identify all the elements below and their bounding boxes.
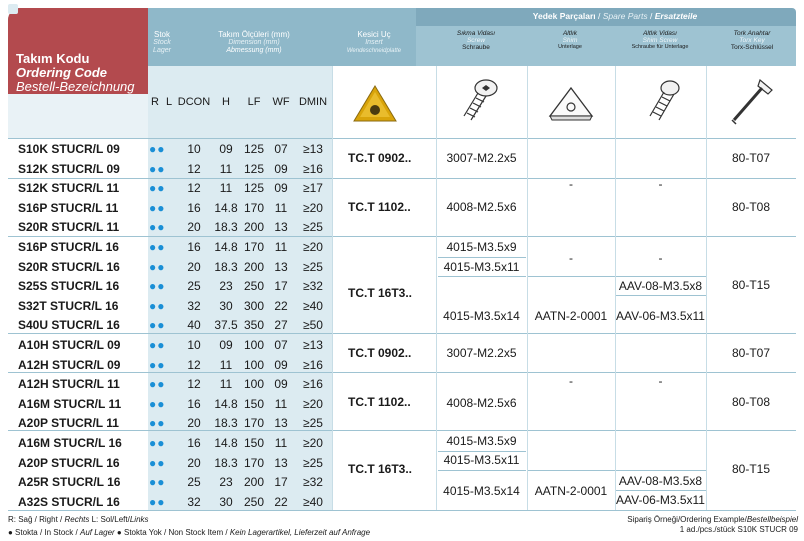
screw-sub-divider (438, 470, 526, 471)
insert-icon (352, 84, 398, 124)
stock-dots: ●● (149, 240, 166, 254)
corner-tab (8, 4, 18, 14)
dim-dcon: 20 (187, 220, 201, 235)
shim-code: AATN-2-0001 (534, 309, 608, 323)
dim-h: 18.3 (214, 455, 238, 470)
dim-dmin: ≥16 (303, 161, 323, 176)
key-code: 80-T07 (731, 151, 771, 165)
insert-code: TC.T 0902.. (348, 151, 412, 165)
key-code: 80-T08 (731, 395, 771, 409)
insert-code: TC.T 0902.. (348, 346, 412, 360)
dim-h: 11 (219, 377, 233, 392)
stock-tr: Stok (153, 30, 170, 39)
shim-tr: Altlık (562, 30, 578, 37)
dim-dmin: ≥16 (303, 357, 323, 372)
screw-en: Screw (466, 37, 486, 44)
dim-dcon: 40 (187, 318, 201, 333)
stock-dots: ●● (149, 298, 166, 313)
dim-wf: 07 (274, 338, 288, 352)
dim-wf: 13 (274, 455, 288, 470)
key-en: Torx Key (739, 37, 765, 44)
dim-h: 30 (219, 494, 233, 509)
group-divider (8, 333, 796, 334)
insert-code: TC.T 1102.. (348, 395, 411, 409)
dim-lf: 300 (243, 298, 265, 313)
legend-non-stock: ● Stokta Yok / Non Stock Item / (116, 528, 230, 537)
dim-wf: 13 (274, 220, 288, 235)
dim-dcon: 10 (187, 142, 201, 156)
shimscrew-dash: - (658, 251, 663, 265)
dim-h: 14.8 (214, 396, 238, 411)
dim-wf: 11 (274, 200, 288, 215)
dim-wf: 22 (274, 494, 288, 509)
stock-dots: ●● (149, 357, 166, 372)
dim-wf: 07 (274, 142, 288, 156)
header-stock (148, 30, 176, 55)
screw-code: 4015-M3.5x9 (446, 434, 517, 448)
screw-code: 4015-M3.5x11 (443, 453, 520, 467)
shimscrew-code: AAV-06-M3.5x11 (616, 493, 705, 507)
key-code: 80-T15 (731, 462, 771, 476)
legend-non-stock-de: Kein Lagerartikel, Lieferzeit auf Anfrage (229, 528, 371, 537)
example-label-de: Bestellbeispiel (746, 515, 798, 524)
dim-dcon: 16 (187, 436, 201, 450)
dim-dcon: 20 (187, 455, 201, 470)
dim-dcon: 20 (187, 259, 201, 274)
code-title-de: Bestell-Bezeichnung (16, 79, 135, 94)
dim-en: Dimension (mm) (228, 39, 280, 46)
tool-code: A16M STUCR/L 11 (18, 396, 122, 411)
dim-dmin: ≥50 (303, 318, 323, 333)
dim-lf: 200 (243, 220, 265, 235)
shimscrew-sub-divider (528, 470, 706, 471)
tool-code: A20P STUCR/L 11 (18, 416, 119, 431)
spare-en: Spare Parts (602, 11, 648, 21)
dim-dcon: 12 (187, 377, 201, 392)
dim-lf: 100 (243, 377, 265, 392)
dim-dmin: ≥40 (303, 494, 323, 509)
dim-lf: 100 (243, 357, 265, 372)
screw-code: 4008-M2.5x6 (446, 396, 517, 410)
example-label: Sipariş Örneği/Ordering Example/ (627, 515, 747, 524)
dim-dmin: ≥25 (303, 220, 323, 235)
screw-tr: Sıkma Vidası (456, 30, 496, 37)
col-divider (527, 66, 528, 510)
dim-wf: 09 (274, 377, 288, 392)
legend-side (8, 515, 149, 525)
shimscrew-tr: Altlık Vidası (643, 30, 677, 37)
code-column-bg (8, 94, 148, 138)
dim-dmin: ≥32 (303, 279, 323, 294)
dim-dmin: ≥13 (303, 338, 323, 352)
screw-code: 4015-M3.5x9 (446, 240, 517, 254)
dim-h: 14.8 (214, 200, 238, 215)
dim-h: 09 (219, 338, 233, 352)
dim-h: 14.8 (214, 436, 238, 450)
insert-code: TC.T 1102.. (348, 200, 411, 214)
table-bottom (8, 510, 796, 511)
code-title-tr: Takım Kodu (16, 51, 90, 66)
tool-code: A20P STUCR/L 16 (18, 455, 120, 470)
shim-de: Unterlage (558, 44, 582, 50)
spare-de: Ersatzteile (654, 11, 698, 21)
dim-dmin: ≥20 (303, 200, 323, 215)
dim-wf: 17 (274, 279, 288, 294)
dim-dcon: 12 (187, 161, 201, 176)
dim-dcon: 10 (187, 338, 201, 352)
spare-tr: Yedek Parçaları (532, 11, 596, 21)
dim-wf: 09 (274, 161, 288, 176)
tool-code: S12K STUCR/L 09 (18, 161, 120, 176)
dim-h: 18.3 (214, 259, 238, 274)
tool-code: A10H STUCR/L 09 (18, 338, 121, 352)
code-title-en: Ordering Code (16, 65, 108, 80)
dim-dcon: 32 (187, 298, 201, 313)
shim-code: - (569, 177, 573, 191)
dim-dmin: ≥20 (303, 436, 323, 450)
dim-h: 18.3 (214, 416, 238, 431)
stock-dots: ●● (149, 396, 166, 411)
header-screw (426, 30, 526, 51)
tool-code: S25S STUCR/L 16 (18, 279, 120, 294)
dim-dcon: 16 (187, 200, 201, 215)
dim-h: 30 (219, 298, 233, 313)
stock-dots: ●● (149, 220, 166, 235)
header-shim (528, 30, 612, 51)
col-lf: LF (247, 96, 261, 108)
insert-en: Insert (365, 39, 383, 46)
shimscrew-icon (644, 78, 684, 124)
shimscrew-sub-divider (528, 276, 706, 277)
tool-code: A32S STUCR/L 16 (18, 494, 120, 509)
tool-code: A25R STUCR/L 16 (18, 475, 121, 490)
legend-right-de: Rechts (64, 515, 90, 524)
dim-h: 09 (219, 142, 233, 156)
dim-dmin: ≥25 (303, 416, 323, 431)
stock-dots: ●● (149, 436, 166, 450)
dim-dcon: 20 (187, 416, 201, 431)
dim-dcon: 25 (187, 475, 201, 490)
screw-code: 3007-M2.2x5 (446, 346, 517, 360)
stock-dots: ●● (149, 142, 166, 156)
dim-lf: 250 (243, 279, 265, 294)
dim-lf: 100 (243, 338, 265, 352)
stock-dots: ●● (149, 494, 166, 509)
dim-lf: 350 (243, 318, 265, 333)
dim-lf: 170 (243, 240, 265, 254)
col-l: L (165, 96, 173, 108)
key-code: 80-T15 (731, 278, 771, 292)
dim-lf: 200 (243, 475, 265, 490)
dim-h: 18.3 (214, 220, 238, 235)
shimscrew-code: - (658, 374, 663, 388)
shim-code: - (569, 374, 573, 388)
tool-code: S10K STUCR/L 09 (18, 142, 120, 156)
key-code: 80-T07 (731, 346, 771, 360)
dim-h: 23 (219, 279, 233, 294)
dim-wf: 09 (274, 357, 288, 372)
stock-dots: ●● (149, 161, 166, 176)
dim-dmin: ≥17 (303, 181, 323, 196)
header-spare: Yedek Parçaları / Spare Parts / Ersatzteile (532, 11, 698, 21)
shimscrew-en: Shim Screw (642, 37, 678, 44)
insert-de: Wendeschneidplatte (346, 48, 402, 54)
insert-code: TC.T 16T3.. (348, 462, 413, 476)
screw-code: 4015-M3.5x14 (443, 484, 520, 498)
dim-wf: 13 (274, 416, 288, 431)
header-shimscrew (614, 30, 706, 51)
dim-dcon: 16 (187, 396, 201, 411)
dim-h: 14.8 (214, 240, 238, 254)
torx-key-icon (724, 74, 778, 128)
dim-h: 11 (219, 161, 233, 176)
ordering-example (627, 515, 798, 535)
dim-wf: 17 (274, 475, 288, 490)
dim-lf: 125 (243, 181, 265, 196)
dim-lf: 200 (243, 259, 265, 274)
dim-dmin: ≥20 (303, 240, 323, 254)
tool-code: S20R STUCR/L 11 (18, 220, 120, 235)
header-code (16, 52, 146, 94)
dim-dcon: 32 (187, 494, 201, 509)
dim-dcon: 12 (187, 181, 201, 196)
shim-code: AATN-2-0001 (534, 484, 608, 498)
stock-dots: ●● (149, 338, 166, 352)
stock-dots: ●● (149, 475, 166, 490)
group-divider (8, 236, 796, 237)
shimscrew-code: AAV-06-M3.5x11 (616, 309, 705, 323)
dim-wf: 27 (274, 318, 288, 333)
dim-tr: Takım Ölçüleri (mm) (218, 30, 290, 39)
tool-code: A12H STUCR/L 09 (18, 357, 121, 372)
col-r: R (151, 96, 159, 108)
dim-dmin: ≥25 (303, 259, 323, 274)
stock-dots: ●● (149, 318, 166, 333)
key-tr: Tork Anahtar (733, 30, 771, 37)
dim-de: Abmessung (mm) (226, 47, 282, 54)
dim-lf: 125 (243, 142, 265, 156)
header-insert (332, 30, 416, 55)
shim-icon (548, 86, 594, 122)
row-divider (8, 138, 796, 139)
dim-lf: 250 (243, 494, 265, 509)
tool-code: A12H STUCR/L 11 (18, 377, 120, 392)
stock-dots: ●● (149, 455, 166, 470)
col-dmin: DMIN (298, 96, 328, 108)
tool-code: S40U STUCR/L 16 (18, 318, 120, 333)
stock-de: Lager (153, 47, 171, 54)
tool-code: S32T STUCR/L 16 (18, 298, 119, 313)
insert-code: TC.T 16T3.. (348, 286, 413, 300)
key-code: 80-T08 (731, 200, 771, 214)
screw-sub-divider (438, 276, 526, 277)
header-dim (176, 30, 332, 55)
legend-right: R: Sağ / Right / (8, 515, 65, 524)
dim-h: 23 (219, 475, 233, 490)
tool-code: S20R STUCR/L 16 (18, 259, 120, 274)
screw-code: 3007-M2.2x5 (446, 151, 517, 165)
shimscrew-code: AAV-08-M3.5x8 (618, 474, 703, 488)
dim-lf: 150 (243, 436, 265, 450)
dim-lf: 170 (243, 200, 265, 215)
stock-dots: ●● (149, 279, 166, 294)
screw-code: 4008-M2.5x6 (446, 200, 517, 214)
tool-code: S16P STUCR/L 11 (18, 200, 119, 215)
legend-left-de: Links (129, 515, 149, 524)
group-divider (8, 430, 796, 431)
dim-wf: 11 (274, 396, 288, 411)
dim-h: 11 (219, 181, 233, 196)
dim-wf: 11 (274, 436, 288, 450)
stock-dots: ●● (149, 416, 166, 431)
stock-dots: ●● (149, 377, 166, 392)
legend-stock (8, 528, 370, 538)
legend-in-stock-de: Auf Lager (79, 528, 115, 537)
dim-dmin: ≥20 (303, 396, 323, 411)
dim-h: 11 (219, 357, 233, 372)
stock-dots: ●● (149, 259, 166, 274)
col-divider (332, 66, 333, 510)
shimscrew-sub-divider (616, 490, 706, 491)
shimscrew-de: Schraube für Unterlage (631, 44, 689, 50)
dim-lf: 125 (243, 161, 265, 176)
dim-lf: 150 (243, 396, 265, 411)
insert-tr: Kesici Uç (357, 30, 391, 39)
header-key (708, 30, 796, 51)
tool-code: A16M STUCR/L 16 (18, 436, 122, 450)
tool-code: S12K STUCR/L 11 (18, 181, 120, 196)
dim-dmin: ≥40 (303, 298, 323, 313)
dim-lf: 170 (243, 416, 265, 431)
dim-wf: 22 (274, 298, 288, 313)
dim-dmin: ≥25 (303, 455, 323, 470)
key-de: Torx-Schlüssel (730, 44, 774, 51)
shim-dash: - (569, 251, 573, 265)
col-dcon: DCON (177, 96, 211, 108)
shimscrew-sub-divider (616, 295, 706, 296)
shim-en: Shim (562, 37, 578, 44)
dim-h: 37.5 (214, 318, 238, 333)
screw-icon (456, 76, 500, 124)
stock-en: Stock (153, 39, 171, 46)
legend-in-stock: ● Stokta / In Stock / (8, 528, 78, 537)
col-h: H (222, 96, 230, 108)
dim-wf: 09 (274, 181, 288, 196)
screw-code: 4015-M3.5x11 (443, 260, 520, 274)
dim-wf: 11 (274, 240, 288, 254)
dim-dmin: ≥13 (303, 142, 323, 156)
screw-de: Schraube (462, 44, 490, 51)
stock-dots: ●● (149, 200, 166, 215)
dim-dcon: 25 (187, 279, 201, 294)
dim-dcon: 16 (187, 240, 201, 254)
legend-left: L: Sol/Left/ (89, 515, 130, 524)
shimscrew-code: AAV-08-M3.5x8 (618, 279, 703, 293)
col-wf: WF (272, 96, 290, 108)
screw-sub-divider (438, 257, 526, 258)
stock-dots: ●● (149, 181, 166, 196)
dim-dcon: 12 (187, 357, 201, 372)
example-value: 1 ad./pcs./stück S10K STUCR 09 (679, 525, 798, 534)
dim-dmin: ≥32 (303, 475, 323, 490)
tool-code: S16P STUCR/L 16 (18, 240, 119, 254)
shimscrew-code: - (658, 177, 663, 191)
screw-code: 4015-M3.5x14 (443, 309, 520, 323)
dim-dmin: ≥16 (303, 377, 323, 392)
dim-wf: 13 (274, 259, 288, 274)
dim-lf: 170 (243, 455, 265, 470)
